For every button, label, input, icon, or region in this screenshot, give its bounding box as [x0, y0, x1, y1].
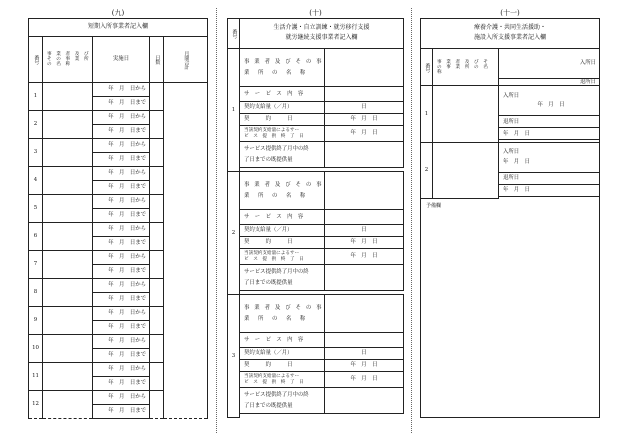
used-amount-value[interactable]	[325, 388, 404, 414]
contract-date-label: 契 約 日	[240, 360, 325, 372]
days-cell[interactable]	[150, 307, 164, 335]
end-date-label: 当該契約支給量によるサー ビ ス 提 供 終 了 日	[240, 372, 325, 388]
contract-amount-label: 契約支給量（／月）	[240, 102, 325, 114]
end-date-value[interactable]: 年 月 日	[325, 126, 404, 142]
contract-date-label: 契 約 日	[240, 237, 325, 249]
days-cell[interactable]	[150, 251, 164, 279]
from-date[interactable]: 年 月 日から	[93, 363, 150, 377]
provider-cell[interactable]	[43, 167, 93, 195]
daily-activity-table	[227, 18, 404, 418]
contract-amount-label: 契約支給量（／月）	[240, 225, 325, 237]
row-number: 12	[29, 391, 43, 419]
from-date[interactable]: 年 月 日から	[93, 335, 150, 349]
panel-residential	[420, 8, 600, 418]
row-number: 10	[29, 335, 43, 363]
provider-cell[interactable]	[43, 83, 93, 111]
panel-title-line2: 就労継続支援事業者記入欄	[285, 34, 358, 41]
col-header-provider: 事 業 者 及 び そ の 事 業 所 の 名 称	[43, 37, 93, 83]
end-date-value[interactable]: 年 月 日	[325, 249, 404, 265]
col-header-number: 番号	[29, 37, 43, 83]
row-number: 6	[29, 223, 43, 251]
from-date[interactable]: 年 月 日から	[93, 139, 150, 153]
provider-cell[interactable]	[43, 279, 93, 307]
panel-short-stay	[28, 8, 208, 418]
service-value[interactable]	[325, 210, 404, 225]
short-stay-table	[28, 18, 208, 419]
to-date[interactable]: 年 月 日まで	[93, 181, 150, 195]
provider-label: 事 業 者 及 び そ の 事 業 所 の 名 称	[240, 295, 325, 333]
end-date-value[interactable]: 年 月 日	[325, 372, 404, 388]
provider-cell[interactable]	[43, 307, 93, 335]
provider-cell[interactable]	[433, 86, 499, 142]
from-date[interactable]: 年 月 日から	[93, 251, 150, 265]
row-number: 3	[29, 139, 43, 167]
panel-daily-activity	[227, 8, 404, 418]
col-header-date: 実施日	[93, 37, 150, 83]
contract-amount-unit[interactable]: 日	[325, 102, 404, 114]
col-header-in-date: 入所日	[499, 49, 600, 79]
contract-date-value[interactable]: 年 月 日	[325, 237, 404, 249]
from-date[interactable]: 年 月 日から	[93, 391, 150, 405]
short-stay-rows	[29, 83, 208, 419]
days-cell[interactable]	[150, 363, 164, 391]
to-date[interactable]: 年 月 日まで	[93, 265, 150, 279]
from-date[interactable]: 年 月 日から	[93, 111, 150, 125]
contract-amount-unit[interactable]: 日	[325, 225, 404, 237]
days-cell[interactable]	[150, 111, 164, 139]
row-number: 9	[29, 307, 43, 335]
block-number: 2	[228, 172, 240, 295]
service-value[interactable]	[325, 333, 404, 348]
to-date[interactable]: 年 月 日まで	[93, 293, 150, 307]
to-date[interactable]: 年 月 日まで	[93, 209, 150, 223]
days-cell[interactable]	[150, 139, 164, 167]
panel-title-line1: 生活介護・自立訓練・就労移行支援	[273, 24, 370, 32]
provider-cell[interactable]	[433, 142, 499, 198]
contract-date-label: 契 約 日	[240, 114, 325, 126]
from-date[interactable]: 年 月 日から	[93, 167, 150, 181]
row-number: 4	[29, 167, 43, 195]
row-number: 2	[421, 142, 433, 198]
contract-amount-unit[interactable]: 日	[325, 348, 404, 360]
to-date[interactable]: 年 月 日まで	[93, 237, 150, 251]
from-date[interactable]: 年 月 日から	[93, 223, 150, 237]
panel-number: (十)	[309, 9, 322, 17]
used-amount-label: サービス提供終了月中の終 了日までの既提供量	[240, 142, 325, 168]
service-value[interactable]	[325, 87, 404, 102]
to-date[interactable]: 年 月 日まで	[93, 321, 150, 335]
in-date[interactable]: 入所日 年 月 日	[499, 142, 600, 172]
days-cell[interactable]	[150, 391, 164, 419]
contract-amount-label: 契約支給量（／月）	[240, 348, 325, 360]
used-amount-value[interactable]	[325, 265, 404, 291]
panel-title-line1: 療養介護・共同生活援助・	[473, 24, 546, 32]
contract-date-value[interactable]: 年 月 日	[325, 360, 404, 372]
col-header-number: 番号	[421, 49, 433, 86]
col-header-provider: 事 業 者 及 び そ の 事 業 所 の 名 称	[433, 49, 499, 86]
provider-cell[interactable]	[43, 223, 93, 251]
row-number: 1	[29, 83, 43, 111]
row-number: 2	[29, 111, 43, 139]
col-header-number: 番号	[228, 19, 240, 49]
used-amount-label: サービス提供終了月中の終 了日までの既提供量	[240, 265, 325, 291]
panel-title	[240, 19, 404, 49]
provider-label: 事 業 者 及 び そ の 事 業 所 の 名 称	[240, 172, 325, 210]
spare-field-label: 予備欄	[426, 203, 442, 209]
out-label: 退所日	[499, 172, 600, 184]
from-date[interactable]: 年 月 日から	[93, 83, 150, 97]
service-label: サ ー ビ ス 内 容	[240, 333, 325, 348]
days-cell[interactable]	[150, 195, 164, 223]
to-date[interactable]: 年 月 日まで	[93, 405, 150, 419]
to-date[interactable]: 年 月 日まで	[93, 97, 150, 111]
col-header-days: 日数	[150, 37, 164, 83]
to-date[interactable]: 年 月 日まで	[93, 349, 150, 363]
service-label: サ ー ビ ス 内 容	[240, 210, 325, 225]
to-date[interactable]: 年 月 日まで	[93, 377, 150, 391]
provider-cell[interactable]	[43, 363, 93, 391]
block-number: 1	[228, 49, 240, 172]
provider-label: 事 業 者 及 び そ の 事 業 所 の 名 称	[240, 49, 325, 87]
days-cell[interactable]	[150, 167, 164, 195]
used-amount-label: サービス提供終了月中の終 了日までの既提供量	[240, 388, 325, 414]
residential-table	[420, 18, 600, 199]
from-date[interactable]: 年 月 日から	[93, 195, 150, 209]
divider-line-right	[411, 8, 412, 433]
to-date[interactable]: 年 月 日まで	[93, 125, 150, 139]
provider-cell[interactable]	[43, 391, 93, 419]
panel-title	[421, 19, 600, 49]
monthly-total-cell[interactable]	[164, 83, 208, 419]
to-date[interactable]: 年 月 日まで	[93, 153, 150, 167]
col-header-out-date: 退所日	[499, 79, 600, 86]
service-label: サ ー ビ ス 内 容	[240, 87, 325, 102]
panel-number: (十一)	[500, 9, 520, 17]
provider-cell[interactable]	[43, 195, 93, 223]
days-cell[interactable]	[150, 335, 164, 363]
row-number: 1	[421, 86, 433, 142]
out-label: 退所日	[499, 116, 600, 128]
provider-cell[interactable]	[43, 251, 93, 279]
contract-date-value[interactable]: 年 月 日	[325, 114, 404, 126]
days-cell[interactable]	[150, 223, 164, 251]
divider-line-left	[216, 8, 217, 433]
provider-cell[interactable]	[43, 111, 93, 139]
row-number: 5	[29, 195, 43, 223]
row-number: 7	[29, 251, 43, 279]
from-date[interactable]: 年 月 日から	[93, 279, 150, 293]
used-amount-value[interactable]	[325, 142, 404, 168]
provider-cell[interactable]	[43, 335, 93, 363]
provider-value[interactable]	[325, 49, 404, 87]
row-number: 8	[29, 279, 43, 307]
panel-title: 短期入所事業者記入欄	[29, 19, 208, 37]
days-cell[interactable]	[150, 83, 164, 111]
days-cell[interactable]	[150, 279, 164, 307]
end-date-label: 当該契約支給量によるサー ビ ス 提 供 終 了 日	[240, 249, 325, 265]
out-date[interactable]: 年 月 日	[499, 184, 600, 196]
from-date[interactable]: 年 月 日から	[93, 307, 150, 321]
in-date[interactable]: 入所日 年 月 日	[499, 86, 600, 116]
block-number: 3	[228, 295, 240, 418]
row-number: 11	[29, 363, 43, 391]
provider-value[interactable]	[325, 295, 404, 333]
provider-cell[interactable]	[43, 139, 93, 167]
panel-title-line2: 施設入所支援事業者記入欄	[473, 34, 546, 41]
panel-number: (九)	[111, 9, 125, 17]
out-date[interactable]: 年 月 日	[499, 128, 600, 140]
col-header-monthly-total: 月間合計	[164, 37, 208, 83]
provider-value[interactable]	[325, 172, 404, 210]
end-date-label: 当該契約支給量によるサー ビ ス 提 供 終 了 日	[240, 126, 325, 142]
